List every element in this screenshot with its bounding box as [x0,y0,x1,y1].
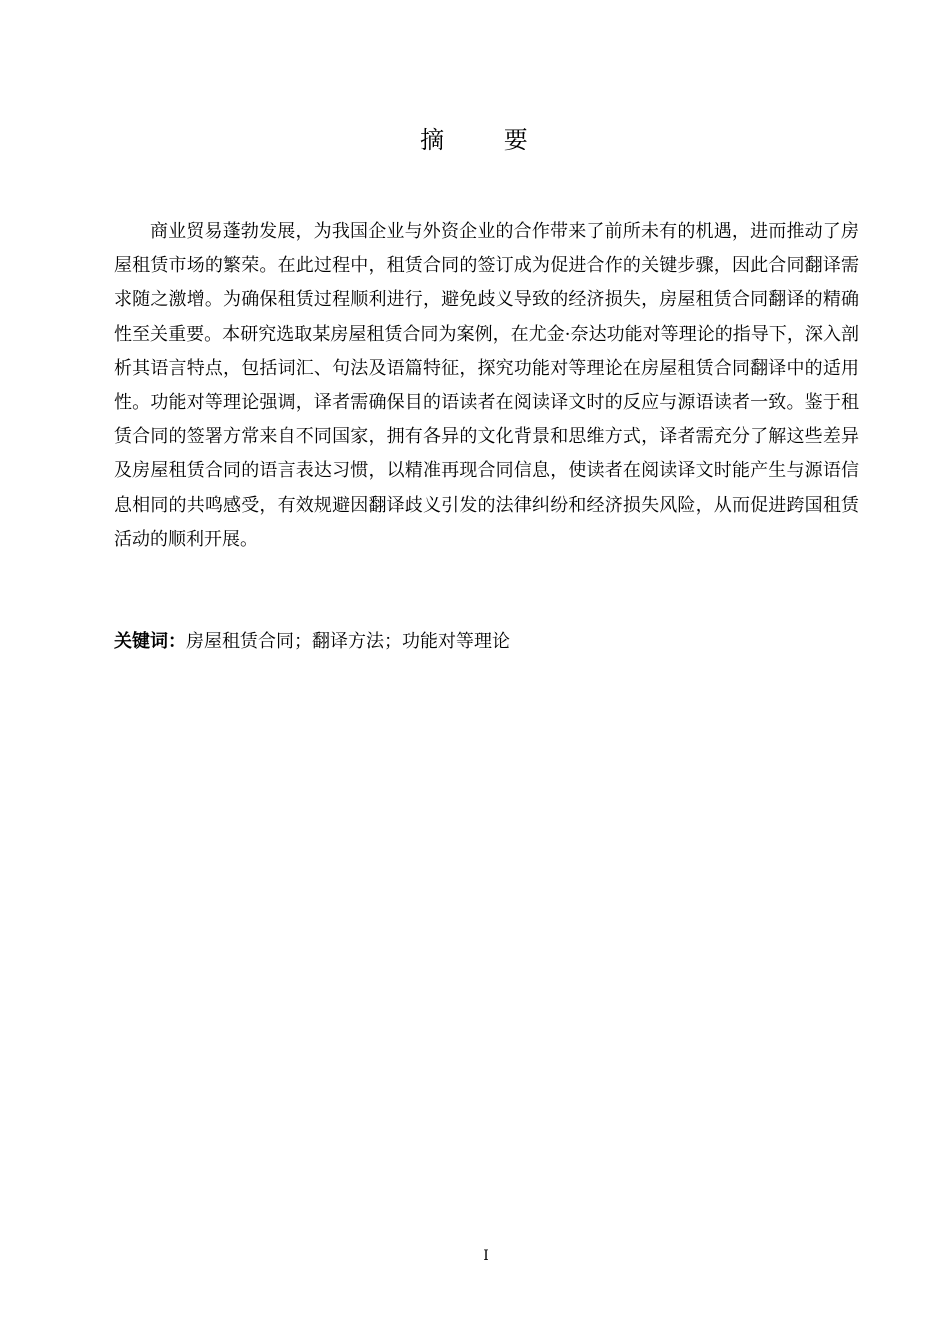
page-title: 摘 要 [420,126,554,154]
page-number: I [483,1248,489,1264]
keywords-text: 房屋租赁合同；翻译方法；功能对等理论 [186,631,510,652]
abstract-paragraph: 商业贸易蓬勃发展，为我国企业与外资企业的合作带来了前所未有的机遇，进而推动了房屋租赁市场的繁荣。在此过程中，租赁合同的签订成为促进合作的关键步骤，因此合同翻译需求随之激增。为确保租赁过程顺利进行，避免歧义导致的经济损失，房屋租赁合同翻译的精确性至关重要。本研究选取某房屋租赁合同为案例，在尤金·奈达功能对等理论的指导下，深入剖析其语言特点，包括词汇、句法及语篇特征，探究功能对等理论在房屋租赁合同翻译中的适用性。功能对等理论强调，译者需确保目的语读者在阅读译文时的反应与源语读者一致。鉴于租赁合同的签署方常来自不同国家，拥有各异的文化背景和思维方式，译者需充分了解这些差异及房屋租赁合同的语言表达习惯，以精准再现合同信息，使读者在阅读译文时能产生与源语信息相同的共鸣感受，有效规避因翻译歧义引发的法律纠纷和经济损失风险，从而促进跨国租赁活动的顺利开展。 [114,221,859,550]
keywords-line [114,627,859,657]
keywords-label: 关键词： [114,631,186,652]
